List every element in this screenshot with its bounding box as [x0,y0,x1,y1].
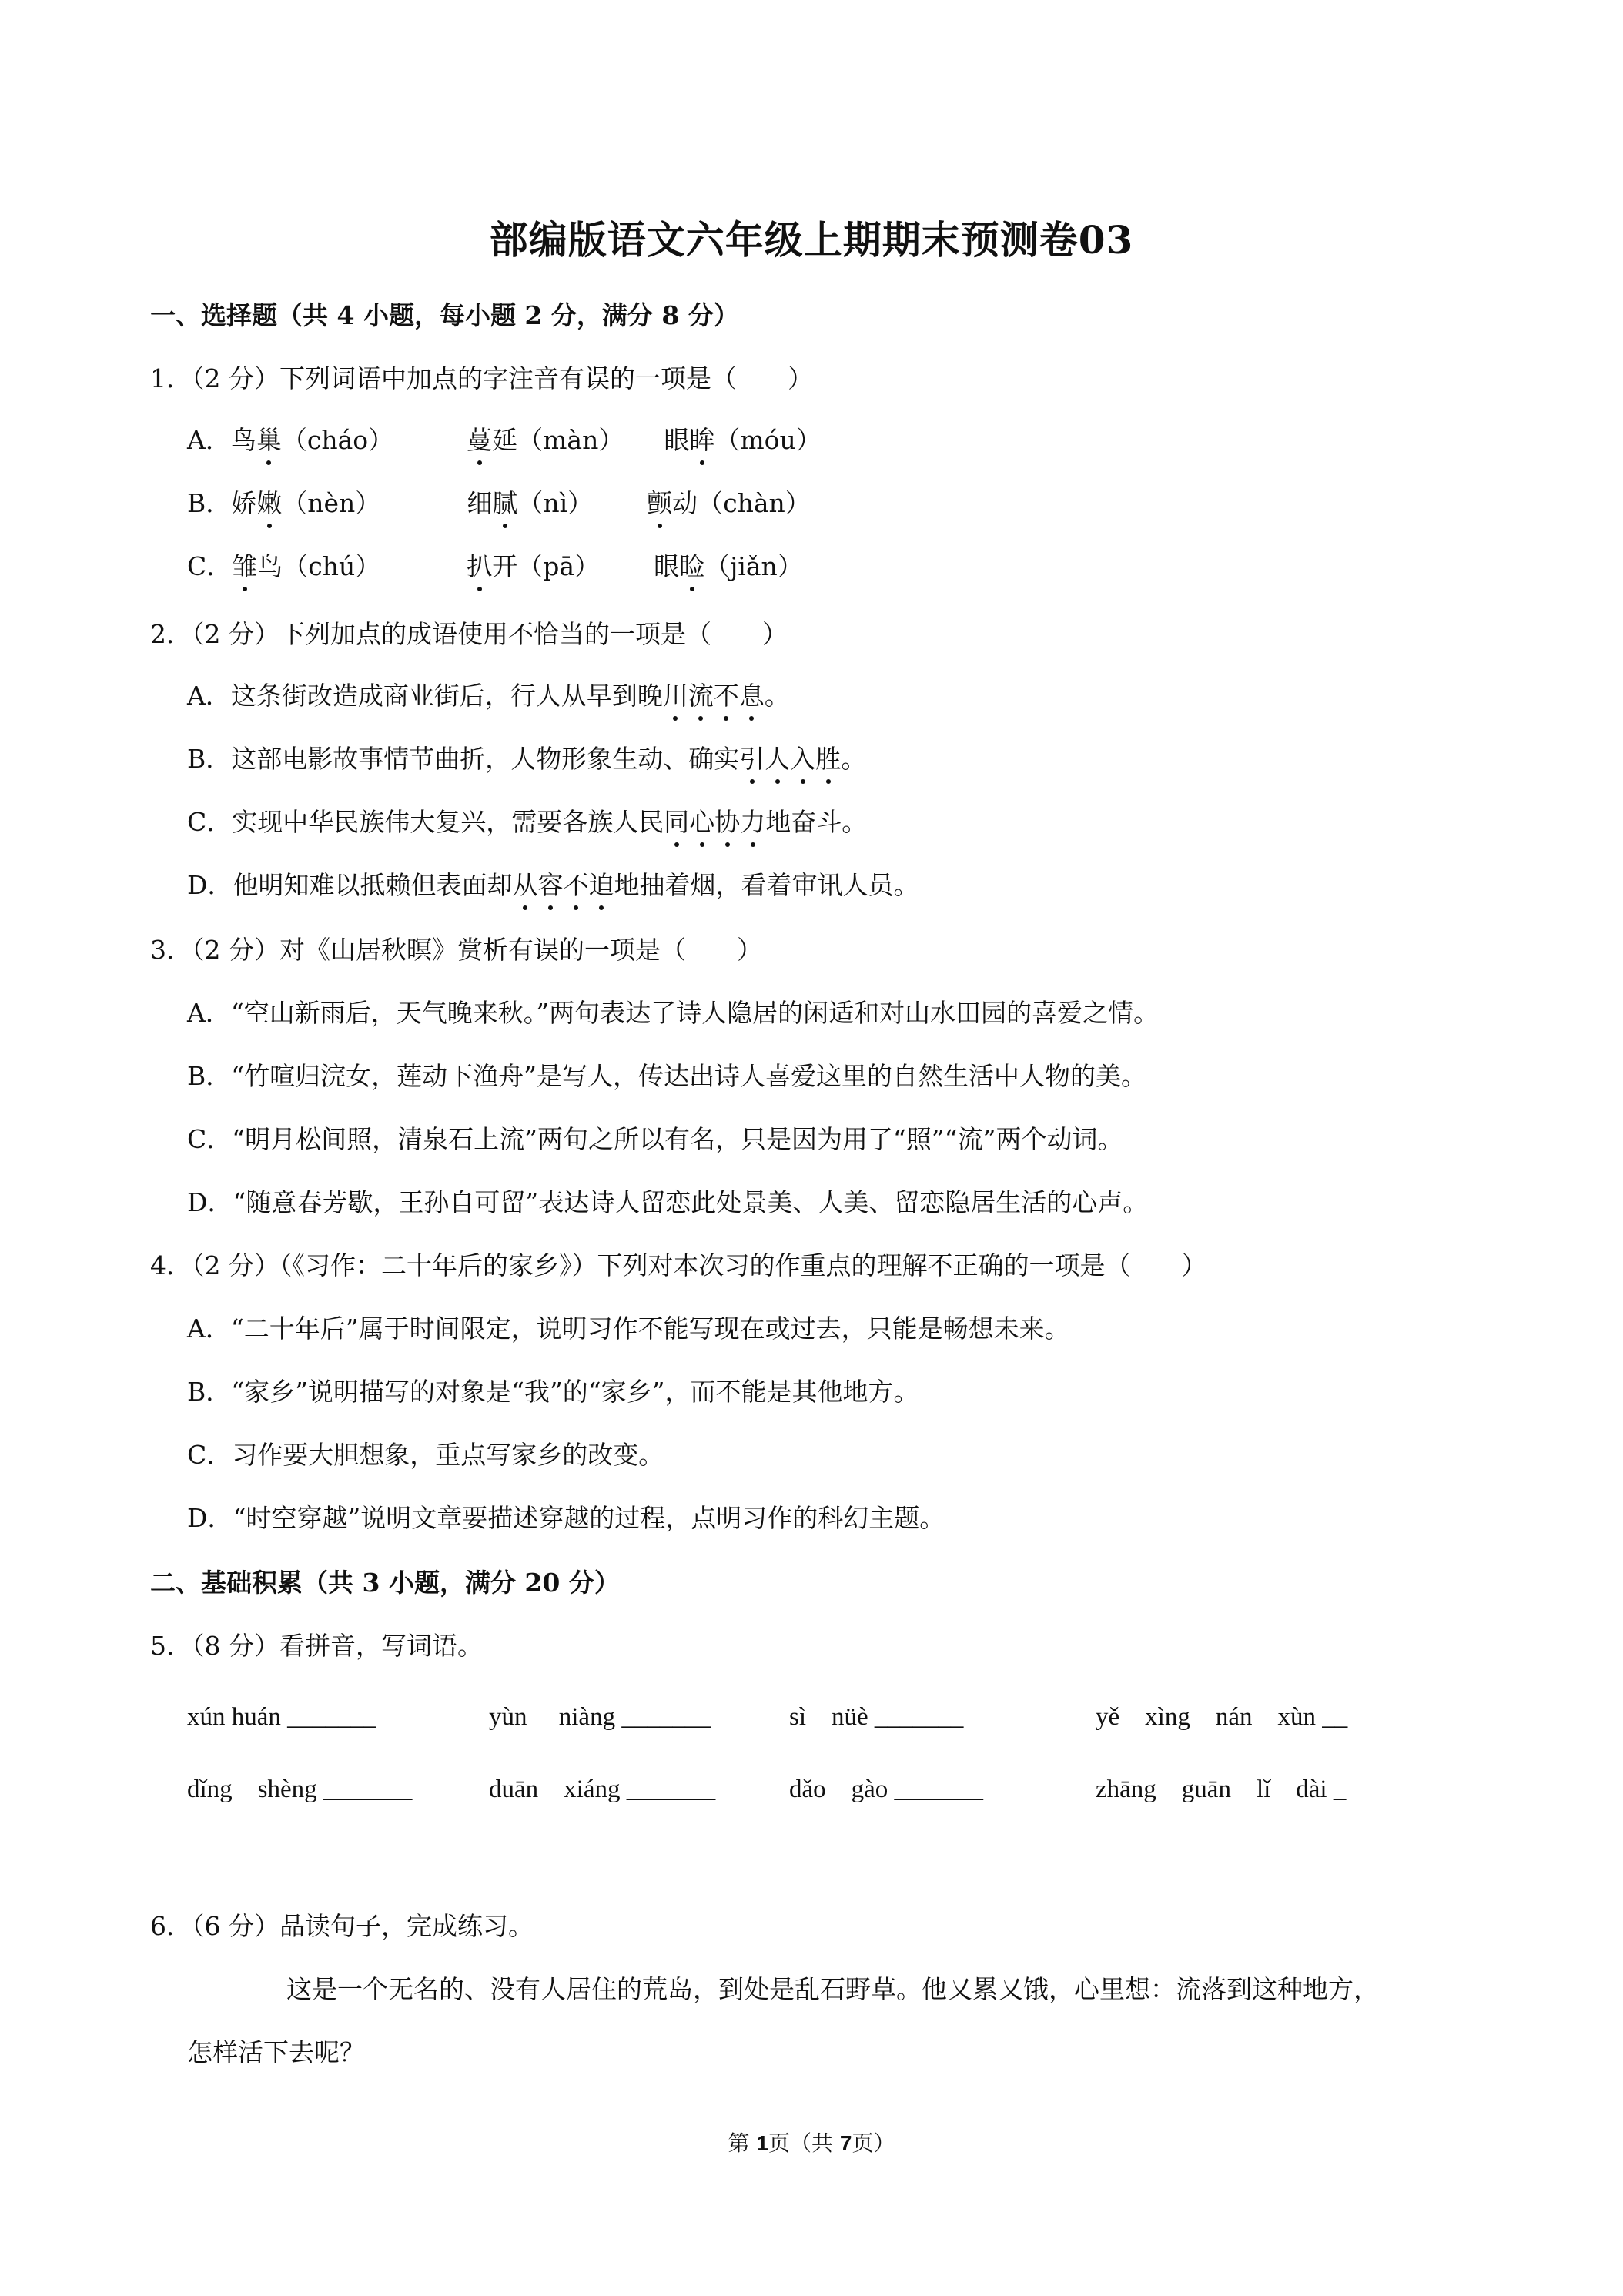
dotted-char: 息 [738,681,765,711]
option-text: 地奋斗。 [765,807,868,837]
question-3-option-b: B．“竹喧归浣女，莲动下渔舟”是写人，传达出诗人喜爱这里的自然生活中人物的美。 [187,1061,1146,1091]
pinyin-blank: zhāng guān lǐ dài _ [1096,1776,1347,1803]
pinyin-blank: yùn niàng _______ [489,1703,711,1731]
dotted-idiom [739,744,841,774]
dotted-char: 腻 [492,488,518,518]
dotted-char: 睑 [679,551,705,581]
section-heading-basics: 二、基础积累（共 3 小题，满分 20 分） [150,1568,620,1598]
option-text: A．这条街改造成商业街后，行人从早到晚 [187,681,663,711]
dotted-char: 人 [765,744,791,774]
page-title: 部编版语文六年级上期期末预测卷03 [489,217,1134,263]
option-text: B．这部电影故事情节曲折，人物形象生动、确实 [187,744,740,774]
option-text: D．他明知难以抵赖但表面却 [187,870,513,900]
option-text: （cháo） [281,425,394,455]
page-number: 1 [756,2131,768,2155]
question-2-stem: 2．（2 分）下列加点的成语使用不恰当的一项是（ ） [150,619,788,649]
question-4-option-b: B．“家乡”说明描写的对象是“我”的“家乡”，而不能是其他地方。 [187,1377,919,1407]
page-footer [0,2127,1623,2157]
question-1-option-c [187,551,803,582]
option-text: 鸟（chú） [257,551,381,581]
option-text: 细 [467,488,493,518]
pinyin-blank: duān xiáng _______ [489,1776,716,1803]
pinyin-blank: yě xìng nán xùn __ [1096,1703,1348,1731]
footer-text: 第 [728,2130,757,2156]
question-2-option-a [187,681,790,711]
option-text: 地抽着烟，看着审讯人员。 [614,870,919,900]
dotted-char: 不 [713,681,739,711]
dotted-char: 扒 [467,551,493,581]
dotted-char: 从 [512,870,538,900]
question-1-option-a [187,425,822,456]
footer-text: 页） [852,2130,895,2156]
option-text: A．鸟 [187,425,256,455]
dotted-char: 流 [688,681,714,711]
footer-text: 页（共 [768,2130,840,2156]
option-text: 延（màn） [492,425,624,455]
question-3-stem: 3．（2 分）对《山居秋暝》赏析有误的一项是（ ） [150,935,762,965]
option-text: 动（chàn） [672,488,811,518]
passage-line-2: 怎样活下去呢？ [187,2037,365,2067]
option-text: （jiǎn） [704,551,803,581]
question-4-option-a: A．“二十年后”属于时间限定，说明习作不能写现在或过去，只能是畅想未来。 [187,1314,1070,1344]
passage-line-1: 这是一个无名的、没有人居住的荒岛，到处是乱石野草。他又累又饿，心里想：流落到这种地方， [286,1974,1379,2004]
dotted-char: 同 [664,807,690,837]
question-4-option-c: C．习作要大胆想象，重点写家乡的改变。 [187,1440,664,1470]
pinyin-row-2 [187,1774,1496,1805]
option-text: C．实现中华民族伟大复兴，需要各族人民 [187,807,664,837]
question-4-stem: 4．（2 分）（《习作：二十年后的家乡》）下列对本次习的作重点的理解不正确的一项是（ ） [150,1250,1207,1280]
option-text: 。 [841,744,867,774]
dotted-char: 雏 [232,551,258,581]
pinyin-blank: dǎo gào _______ [789,1776,984,1803]
question-6-stem: 6．（6 分）品读句子，完成练习。 [150,1911,534,1941]
question-1-stem: 1．（2 分）下列词语中加点的字注音有误的一项是（ ） [150,363,813,393]
dotted-idiom [664,807,765,837]
dotted-char: 蔓 [467,425,493,455]
option-text: 眼 [664,425,690,455]
question-3-option-c: C．“明月松间照，清泉石上流”两句之所以有名，只是因为用了“照”“流”两个动词。 [187,1124,1123,1154]
option-text: （móu） [714,425,822,455]
dotted-idiom [663,681,765,711]
option-text: 眼 [654,551,680,581]
question-2-option-d [187,870,919,901]
dotted-char: 入 [790,744,816,774]
question-5-stem: 5．（8 分）看拼音，写词语。 [150,1631,483,1661]
question-4-option-d: D．“时空穿越”说明文章要描述穿越的过程，点明习作的科幻主题。 [187,1503,945,1533]
dotted-char: 协 [714,807,741,837]
question-2-option-b [187,744,866,775]
dotted-idiom [512,870,614,900]
question-2-option-c [187,807,867,838]
dotted-char: 川 [662,681,688,711]
dotted-char: 不 [563,870,589,900]
question-3-option-a: A．“空山新雨后，天气晚来秋。”两句表达了诗人隐居的闲适和对山水田园的喜爱之情。 [187,998,1160,1028]
dotted-char: 眸 [689,425,715,455]
dotted-char: 容 [537,870,564,900]
dotted-char: 迫 [588,870,614,900]
option-text: B．娇 [187,488,257,518]
option-text: 开（pā） [492,551,601,581]
section-heading-choice: 一、选择题（共 4 小题，每小题 2 分，满分 8 分） [150,300,739,330]
dotted-char: 巢 [256,425,282,455]
dotted-char: 引 [739,744,765,774]
pinyin-row-1 [187,1702,1496,1732]
pinyin-blank: sì nüè _______ [789,1703,964,1731]
option-text: （nèn） [282,488,381,518]
dotted-char: 颤 [647,488,673,518]
pinyin-blank: dǐng shèng _______ [187,1776,413,1803]
question-3-option-d: D．“随意春芳歇，王孙自可留”表达诗人留恋此处景美、人美、留恋隐居生活的心声。 [187,1187,1149,1217]
dotted-char: 胜 [815,744,842,774]
question-1-option-b [187,488,811,519]
pinyin-blank: xún huán _______ [187,1703,376,1731]
total-pages: 7 [839,2131,852,2155]
dotted-char: 心 [689,807,715,837]
option-text: C． [187,551,233,581]
option-text: （nì） [517,488,594,518]
dotted-char: 嫩 [256,488,283,518]
dotted-char: 力 [740,807,766,837]
option-text: 。 [764,681,790,711]
